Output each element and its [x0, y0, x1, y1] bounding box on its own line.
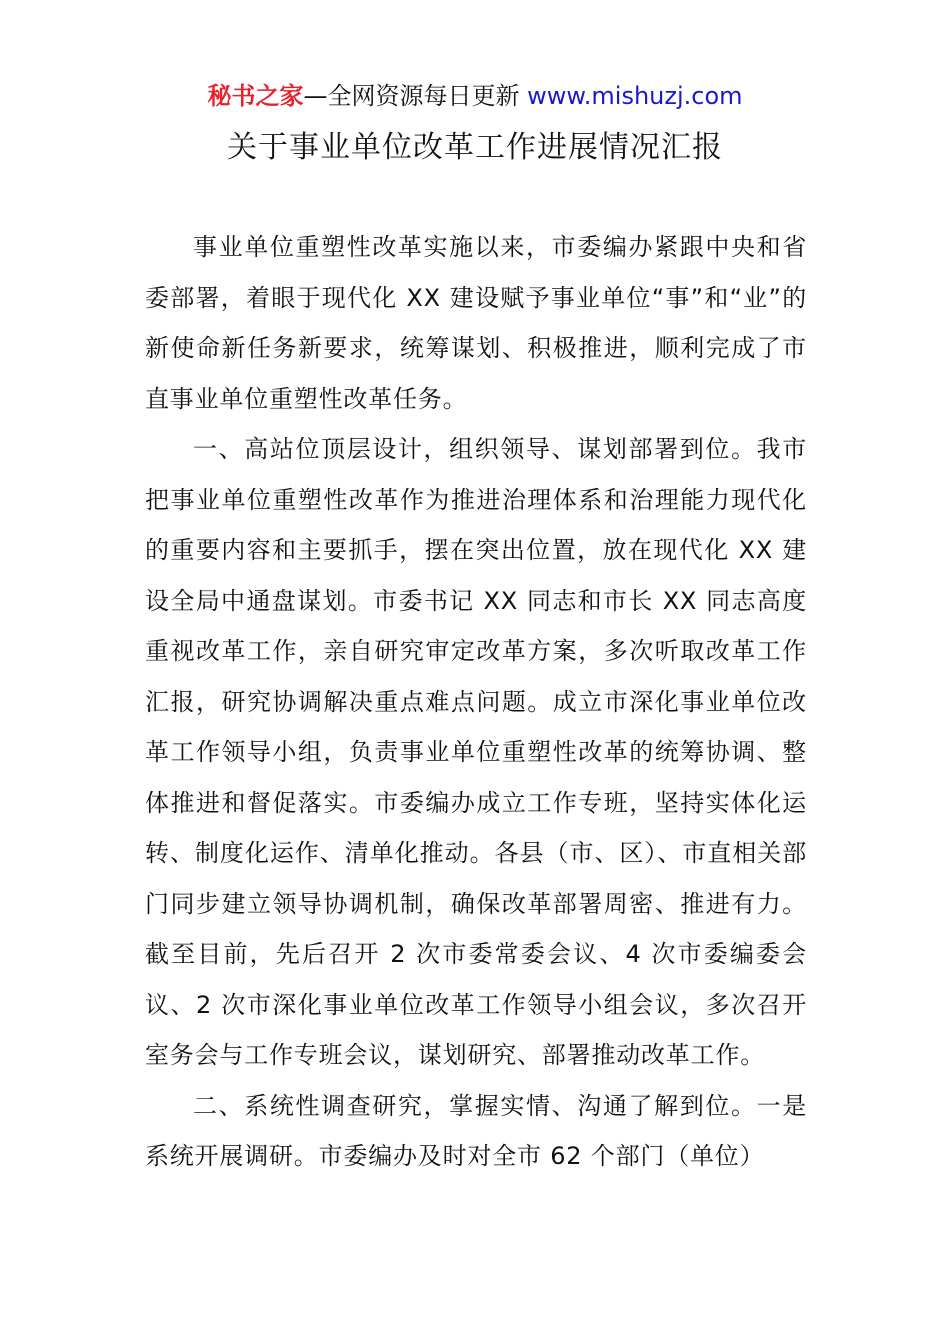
document-title: 关于事业单位改革工作进展情况汇报	[227, 130, 723, 165]
site-header	[0, 80, 950, 112]
paragraph-intro: 事业单位重塑性改革实施以来，市委编办紧跟中央和省委部署，着眼于现代化 XX 建设赋予事业单位“事”和“业”的新使命新任务新要求，统筹谋划、积极推进，顺利完成了市直事业单位重塑性改革任务。	[145, 233, 807, 413]
site-brand: 秘书之家	[207, 82, 304, 110]
document-body	[145, 222, 807, 1182]
site-url-link[interactable]: www.mishuzj.com	[527, 82, 743, 110]
paragraph-section-one: 一、高站位顶层设计，组织领导、谋划部署到位。我市把事业单位重塑性改革作为推进治理体系和治理能力现代化的重要内容和主要抓手，摆在突出位置，放在现代化 XX 建设全局中通盘谋划。市委书记 XX 同志和市长 XX 同志高度重视改革工作，亲自研究审定改革方案，多次听取改革工作汇报，研究协调解决重点难点问题。成立市深化事业单位改革工作领导小组，负责事业单位重塑性改革的统筹协调、整体推进和督促落实。市委编办成立工作专班，坚持实体化运转、制度化运作、清单化推动。各县（市、区）、市直相关部门同步建立领导协调机制，确保改革部署周密、推进有力。截至目前，先后召开 2 次市委常委会议、4 次市委编委会议、2 次市深化事业单位改革工作领导小组会议，多次召开室务会与工作专班会议，谋划研究、部署推动改革工作。	[145, 435, 807, 1069]
site-tagline: —全网资源每日更新	[303, 82, 528, 110]
paragraph-section-two: 二、系统性调查研究，掌握实情、沟通了解到位。一是系统开展调研。市委编办及时对全市 62 个部门（单位）	[145, 1091, 807, 1170]
